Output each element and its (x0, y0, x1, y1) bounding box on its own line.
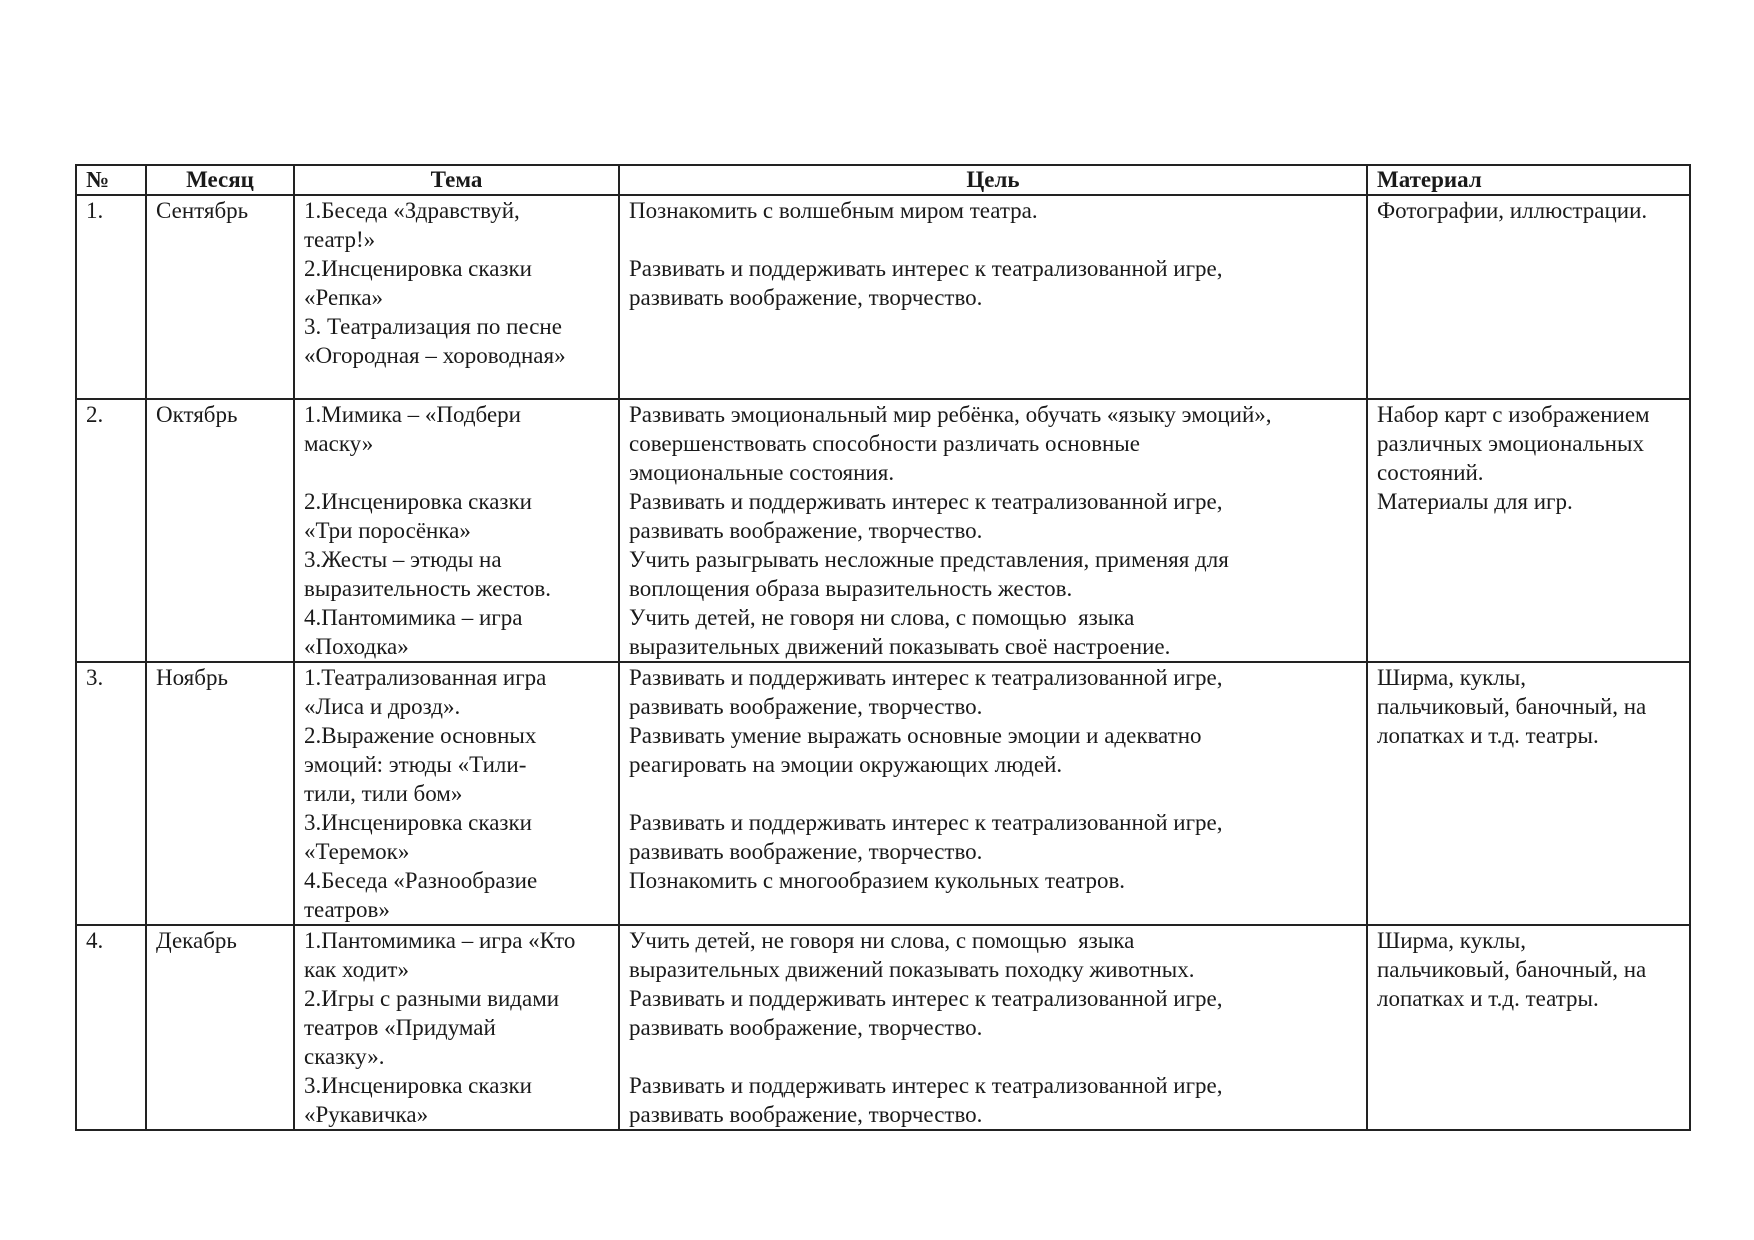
cell-topic-line: «Рукавичка» (304, 1102, 429, 1127)
cell-goal-line: Развивать и поддерживать интерес к театрализованной игре, (629, 986, 1223, 1011)
cell-material (1367, 925, 1690, 1130)
cell-topic-line: 2.Инсценировка сказки (304, 489, 532, 514)
cell-topic-line: 4.Беседа «Разнообразие (304, 868, 538, 893)
cell-material-line: Ширма, куклы, (1377, 665, 1526, 690)
cell-material-line: Фотографии, иллюстрации. (1377, 198, 1648, 223)
table-row (76, 195, 1690, 399)
header-month: Месяц (146, 165, 294, 195)
header-goal: Цель (619, 165, 1367, 195)
cell-goal-line: воплощения образа выразительность жестов. (629, 576, 1073, 601)
cell-topic-line: театров» (304, 897, 390, 922)
cell-goal-line: выразительных движений показывать походку животных. (629, 957, 1195, 982)
cell-material (1367, 399, 1690, 662)
cell-material-line: Ширма, куклы, (1377, 928, 1526, 953)
cell-goal-line: Развивать и поддерживать интерес к театрализованной игре, (629, 1073, 1223, 1098)
cell-topic-line: 3.Жесты – этюды на (304, 547, 502, 572)
cell-goal-line: развивать воображение, творчество. (629, 518, 983, 543)
table-header-row (76, 165, 1690, 195)
cell-number: 4. (76, 925, 146, 1130)
blank-line (629, 1042, 1357, 1071)
cell-material-line: различных эмоциональных (1377, 431, 1644, 456)
cell-material-line: состояний. (1377, 460, 1484, 485)
blank-line (304, 458, 609, 487)
lesson-plan-table (75, 164, 1691, 1131)
cell-topic-line: театр!» (304, 227, 376, 252)
cell-goal-line: Развивать и поддерживать интерес к театрализованной игре, (629, 810, 1223, 835)
header-number: № (76, 165, 146, 195)
cell-topic (294, 662, 619, 925)
cell-goal-line: развивать воображение, творчество. (629, 1015, 983, 1040)
cell-topic-line: «Теремок» (304, 839, 410, 864)
table-row (76, 662, 1690, 925)
cell-topic-line: 1.Беседа «Здравствуй, (304, 198, 520, 223)
cell-material (1367, 662, 1690, 925)
cell-goal-line: Познакомить с многообразием кукольных театров. (629, 868, 1126, 893)
cell-goal-line: Учить разыгрывать несложные представления, применяя для (629, 547, 1229, 572)
cell-topic-line: 1.Мимика – «Подбери (304, 402, 521, 427)
cell-material-line: лопатках и т.д. театры. (1377, 723, 1599, 748)
cell-topic-line: «Репка» (304, 285, 384, 310)
header-topic: Тема (294, 165, 619, 195)
blank-line (629, 225, 1357, 254)
cell-material-line: лопатках и т.д. театры. (1377, 986, 1599, 1011)
cell-topic-line: эмоций: этюды «Тили- (304, 752, 527, 777)
cell-number: 2. (76, 399, 146, 662)
cell-goal (619, 195, 1367, 399)
cell-material-line: пальчиковый, баночный, на (1377, 694, 1647, 719)
cell-topic-line: «Походка» (304, 634, 409, 659)
cell-goal-line: развивать воображение, творчество. (629, 839, 983, 864)
cell-topic-line: тили, тили бом» (304, 781, 463, 806)
blank-line (629, 779, 1357, 808)
cell-topic-line: «Три поросёнка» (304, 518, 471, 543)
cell-goal (619, 399, 1367, 662)
cell-goal-line: Развивать и поддерживать интерес к театрализованной игре, (629, 665, 1223, 690)
cell-topic-line: 2.Игры с разными видами (304, 986, 560, 1011)
cell-goal-line: развивать воображение, творчество. (629, 285, 983, 310)
cell-topic (294, 195, 619, 399)
cell-goal-line: Развивать и поддерживать интерес к театрализованной игре, (629, 256, 1223, 281)
cell-month: Сентябрь (146, 195, 294, 399)
cell-goal-line: развивать воображение, творчество. (629, 1102, 983, 1127)
cell-topic-line: «Огородная – хороводная» (304, 343, 566, 368)
cell-month: Ноябрь (146, 662, 294, 925)
cell-topic-line: 3.Инсценировка сказки (304, 1073, 532, 1098)
cell-goal-line: выразительных движений показывать своё настроение. (629, 634, 1171, 659)
cell-goal-line: реагировать на эмоции окружающих людей. (629, 752, 1063, 777)
cell-goal (619, 662, 1367, 925)
cell-topic-line: 4.Пантомимика – игра (304, 605, 523, 630)
cell-topic-line: театров «Придумай (304, 1015, 496, 1040)
cell-material-line: Материалы для игр. (1377, 489, 1573, 514)
cell-material-line: пальчиковый, баночный, на (1377, 957, 1647, 982)
cell-topic-line: 2.Выражение основных (304, 723, 537, 748)
cell-material (1367, 195, 1690, 399)
cell-topic-line: маску» (304, 431, 374, 456)
cell-goal-line: Развивать умение выражать основные эмоции и адекватно (629, 723, 1202, 748)
cell-material-line: Набор карт с изображением (1377, 402, 1650, 427)
table-row (76, 925, 1690, 1130)
cell-topic-line: 1.Пантомимика – игра «Кто (304, 928, 576, 953)
header-material: Материал (1367, 165, 1690, 195)
cell-number: 3. (76, 662, 146, 925)
cell-topic-line: 1.Театрализованная игра (304, 665, 547, 690)
cell-topic-line: выразительность жестов. (304, 576, 551, 601)
cell-goal-line: развивать воображение, творчество. (629, 694, 983, 719)
cell-goal-line: совершенствовать способности различать основные (629, 431, 1140, 456)
cell-goal-line: эмоциональные состояния. (629, 460, 895, 485)
cell-goal-line: Учить детей, не говоря ни слова, с помощью языка (629, 605, 1135, 630)
cell-topic-line: как ходит» (304, 957, 409, 982)
cell-topic (294, 399, 619, 662)
cell-topic (294, 925, 619, 1130)
cell-topic-line: сказку». (304, 1044, 385, 1069)
cell-topic-line: «Лиса и дрозд». (304, 694, 461, 719)
cell-goal (619, 925, 1367, 1130)
cell-goal-line: Учить детей, не говоря ни слова, с помощью языка (629, 928, 1135, 953)
cell-topic-line: 3.Инсценировка сказки (304, 810, 532, 835)
cell-topic-line: 3. Театрализация по песне (304, 314, 562, 339)
cell-goal-line: Развивать эмоциональный мир ребёнка, обучать «языку эмоций», (629, 402, 1272, 427)
cell-goal-line: Познакомить с волшебным миром театра. (629, 198, 1038, 223)
cell-topic-line: 2.Инсценировка сказки (304, 256, 532, 281)
table-row (76, 399, 1690, 662)
cell-month: Октябрь (146, 399, 294, 662)
cell-month: Декабрь (146, 925, 294, 1130)
cell-goal-line: Развивать и поддерживать интерес к театрализованной игре, (629, 489, 1223, 514)
cell-number: 1. (76, 195, 146, 399)
